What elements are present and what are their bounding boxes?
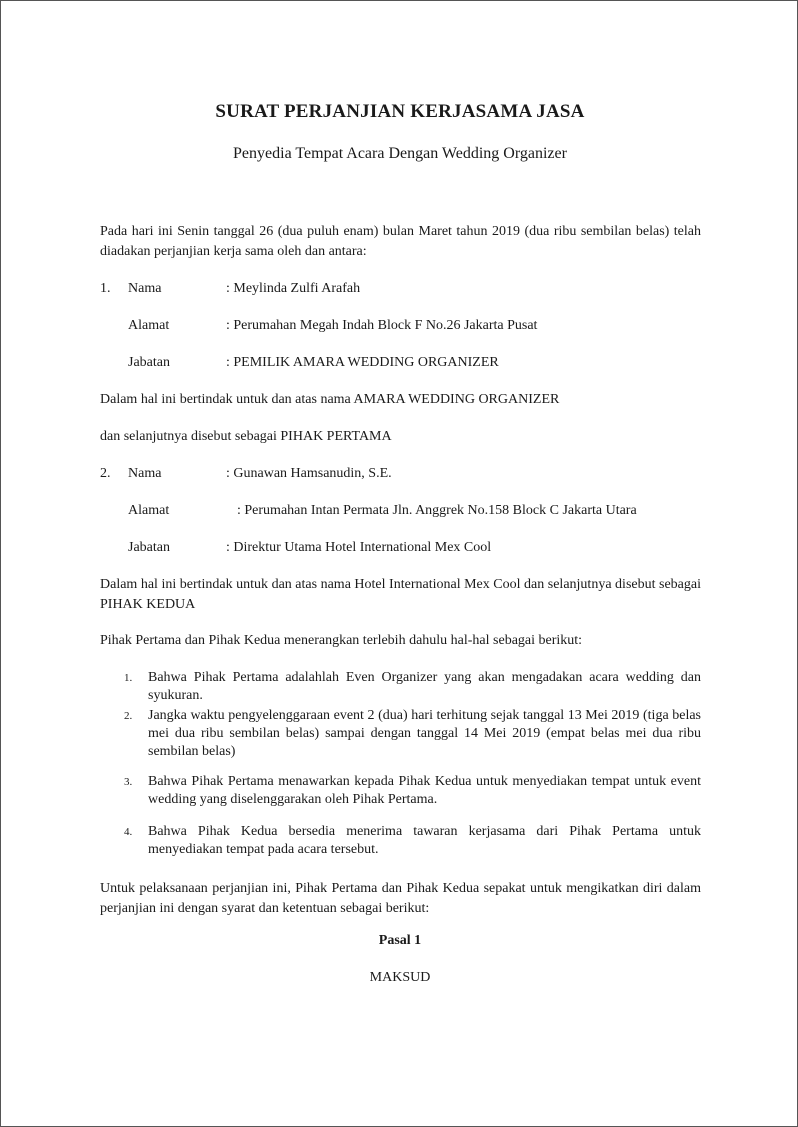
statement-2-number: 2. [124,710,133,722]
statement-3-number: 3. [124,776,133,788]
party1-number: 1. [100,281,111,296]
statement-4-number: 4. [124,826,133,838]
document-title: SURAT PERJANJIAN KERJASAMA JASA [215,101,585,122]
party1-name-label: Nama [128,281,162,296]
party1-acting: Dalam hal ini bertindak untuk dan atas nama AMARA WEDDING ORGANIZER [100,392,560,407]
document-subtitle: Penyedia Tempat Acara Dengan Wedding Organizer [233,145,567,162]
party1-name-value: : Meylinda Zulfi Arafah [226,281,361,296]
pasal-title: Pasal 1 [378,933,422,948]
party2-address-value: : Perumahan Intan Permata Jln. Anggrek No.158 Block C Jakarta Utara [237,503,637,518]
party2-address-label: Alamat [128,503,170,518]
party2-position-label: Jabatan [128,540,170,555]
statement-4-text: Bahwa Pihak Kedua bersedia menerima tawaran kerjasama dari Pihak Pertama untuk menyediakan tempat pada acara tersebut. [148,824,701,857]
party2-acting: Dalam hal ini bertindak untuk dan atas nama Hotel International Mex Cool dan selanjutnya disebut sebagai PIHAK KEDUA [100,577,701,612]
party2-number: 2. [100,466,111,481]
statement-1-text: Bahwa Pihak Pertama adalahlah Even Organizer yang akan mengadakan acara wedding dan syukuran. [148,670,701,703]
statement-2-text: Jangka waktu pengyelenggaraan event 2 (dua) hari terhitung sejak tanggal 13 Mei 2019 (tiga belas mei dua ribu sembilan belas) sampai dengan tanggal 14 Mei 2019 (empat belas mei dua ribu sembilan belas) [148,708,701,759]
party2-position-value: : Direktur Utama Hotel International Mex Cool [226,540,492,555]
party1-address-value: : Perumahan Megah Indah Block F No.26 Jakarta Pusat [226,318,538,333]
party2-name-value: : Gunawan Hamsanudin, S.E. [226,466,392,481]
statement-1-number: 1. [124,672,133,684]
party2-name-label: Nama [128,466,162,481]
party1-address-label: Alamat [128,318,170,333]
statement-intro: Pihak Pertama dan Pihak Kedua menerangkan terlebih dahulu hal-hal sebagai berikut: [100,633,583,648]
party1-position-label: Jabatan [128,355,170,370]
agreement-paragraph: Untuk pelaksanaan perjanjian ini, Pihak Pertama dan Pihak Kedua sepakat untuk mengikatkan diri dalam perjanjian ini dengan syarat dan ketentuan sebagai berikut: [100,881,701,916]
party1-position-value: : PEMILIK AMARA WEDDING ORGANIZER [226,355,499,370]
party1-designation: dan selanjutnya disebut sebagai PIHAK PERTAMA [100,429,392,444]
pasal-heading: MAKSUD [369,970,431,985]
intro-paragraph: Pada hari ini Senin tanggal 26 (dua puluh enam) bulan Maret tahun 2019 (dua ribu sembilan belas) telah diadakan perjanjian kerja sama oleh dan antara: [100,224,701,259]
statement-3-text: Bahwa Pihak Pertama menawarkan kepada Pihak Kedua untuk menyediakan tempat untuk event wedding yang diselenggarakan oleh Pihak Pertama. [148,774,701,807]
